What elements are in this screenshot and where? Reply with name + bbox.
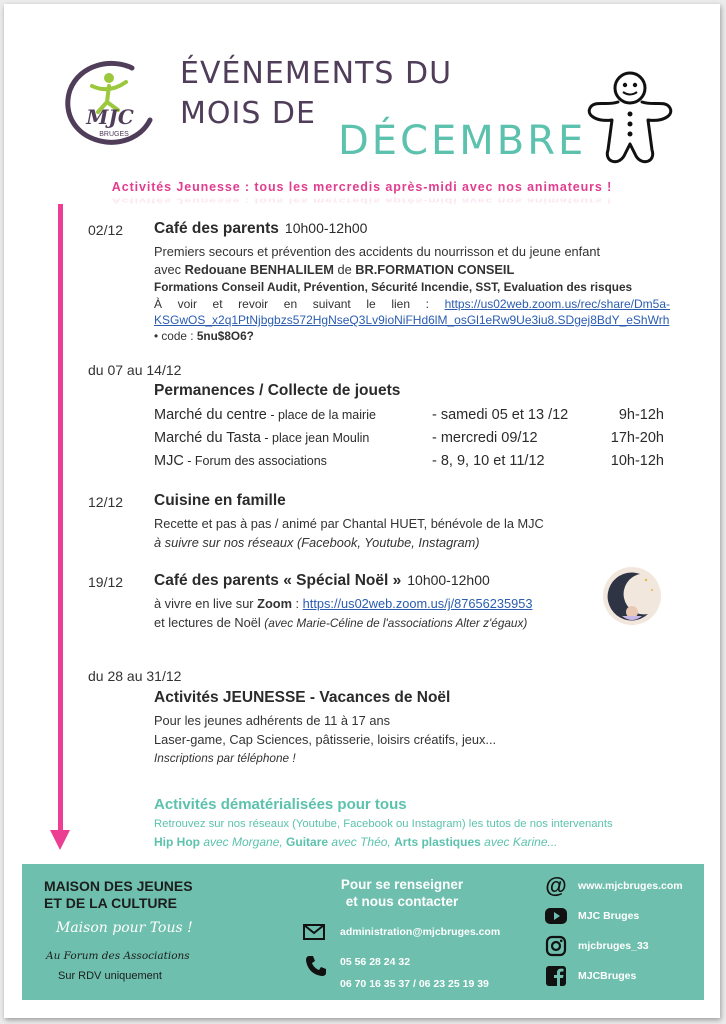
row-place: Marché du centre — [154, 407, 267, 423]
event-3-title: Cuisine en famille — [154, 492, 286, 509]
footer-forum: Au Forum des Associations — [46, 950, 190, 962]
event-1-code-label: • code : — [154, 329, 197, 343]
activity-hip-hop: Hip Hop — [154, 835, 200, 849]
footer-facebook[interactable]: MJCBruges — [578, 970, 637, 982]
event-4-line-1 — [154, 596, 532, 611]
activity-guitar: Guitare — [286, 835, 329, 849]
phone-icon — [304, 954, 328, 978]
title-month: DÉCEMBRE — [338, 118, 587, 164]
event-4-line-2 — [154, 615, 527, 630]
title-line-1: ÉVÉNEMENTS DU — [180, 56, 453, 91]
event-2-row-1-hours: 9h-12h — [618, 407, 664, 423]
flyer-page — [4, 4, 720, 1018]
footer-slogan: Maison pour Tous ! — [56, 920, 193, 936]
event-1-line-1: Premiers secours et prévention des accidents du nourrisson et du jeune enfant — [154, 244, 601, 259]
mail-icon — [302, 920, 326, 944]
footer-appointment: Sur RDV uniquement — [58, 970, 162, 982]
event-1-organization: BR.FORMATION CONSEIL — [355, 262, 515, 277]
youth-banner: Activités Jeunesse : tous les mercredis après-midi avec nos animateurs ! — [111, 180, 613, 194]
event-4-live-label: à vivre en live sur — [154, 596, 258, 611]
event-4-zoom: Zoom — [257, 596, 292, 611]
event-1-replay-label: À voir et revoir en suivant le lien : — [154, 297, 445, 311]
event-3-date: 12/12 — [88, 494, 124, 510]
youtube-icon — [544, 904, 568, 928]
footer-youtube[interactable]: MJC Bruges — [578, 910, 640, 922]
mjc-logo — [62, 56, 158, 146]
logo-text: MJC — [86, 105, 134, 129]
event-5-line-1: Pour les jeunes adhérents de 11 à 17 ans — [154, 713, 390, 728]
timeline-arrow-head — [50, 830, 70, 850]
event-1-time: 10h00-12h00 — [284, 220, 368, 236]
footer-phone-1[interactable]: 05 56 28 24 32 — [340, 956, 411, 968]
event-1-date: 02/12 — [88, 222, 124, 238]
event-1-replay — [154, 296, 670, 328]
gingerbread-icon — [584, 66, 676, 174]
footer-contact-heading — [322, 876, 482, 910]
moon-illustration — [602, 566, 662, 626]
org-name-line-2: ET DE LA CULTURE — [44, 895, 177, 911]
event-2-row-2-hours: 17h-20h — [610, 430, 664, 446]
row-detail: - place de la mairie — [266, 408, 376, 422]
footer-email[interactable]: administration@mjcbruges.com — [340, 926, 501, 938]
youth-banner-reflection: Activités Jeunesse : tous les mercredis après-midi avec nos animateurs ! — [111, 196, 613, 206]
online-activities-title: Activités dématérialisées pour tous — [154, 796, 407, 813]
row-place: MJC — [154, 453, 184, 469]
footer-instagram[interactable]: mjcbruges_33 — [578, 940, 649, 952]
footer — [22, 864, 704, 1000]
activity-hip-hop-with: avec Morgane, — [200, 835, 287, 849]
event-5-title: Activités JEUNESSE - Vacances de Noël — [154, 689, 451, 706]
event-2-date: du 07 au 14/12 — [88, 362, 182, 378]
event-5-line-3: Inscriptions par téléphone ! — [154, 751, 296, 765]
contact-heading-line-1: Pour se renseigner — [340, 877, 464, 892]
footer-phone-2[interactable]: 06 70 16 35 37 / 06 23 25 19 39 — [340, 978, 489, 990]
online-activities-line-1: Retrouvez sur nos réseaux (Youtube, Facebook ou Instagram) les tutos de nos intervenants — [154, 818, 613, 830]
event-1-code — [154, 329, 254, 343]
event-1-title-text: Café des parents — [154, 220, 279, 237]
timeline-arrow-line — [58, 204, 63, 832]
activity-arts-with: avec Karine... — [480, 835, 558, 849]
row-detail: - place jean Moulin — [260, 431, 370, 445]
event-4-title — [154, 572, 490, 590]
event-5-date: du 28 au 31/12 — [88, 668, 182, 684]
event-2-row-1-days: - samedi 05 et 13 /12 — [432, 407, 569, 423]
event-1-line-3: Formations Conseil Audit, Prévention, Sécurité Incendie, SST, Evaluation des risques — [154, 280, 633, 294]
instagram-icon — [544, 934, 568, 958]
event-2-row-1-place — [154, 407, 376, 423]
event-1-title — [154, 220, 367, 238]
contact-heading-line-2: et nous contacter — [345, 894, 459, 909]
event-3-line-2: à suivre sur nos réseaux (Facebook, Youtube, Instagram) — [154, 535, 480, 550]
event-1-link-part-2: KSGwOS_x2q1PtNjbgbzs572HgNseQ3Lv9ioNiFHd6lM_osGl1eRw9Ue3iu8.SDgej8BdY_eShWrh — [154, 313, 670, 327]
event-2-row-3-hours: 10h-12h — [610, 453, 664, 469]
row-detail: - Forum des associations — [183, 454, 327, 468]
event-2-row-2-place — [154, 430, 369, 446]
event-1-line-2 — [154, 262, 514, 277]
event-4-readings-note: (avec Marie-Céline de l'associations Alter z'égaux) — [264, 616, 528, 630]
event-4-zoom-link[interactable]: https://us02web.zoom.us/j/87656235953 — [302, 596, 533, 611]
event-1-of: de — [333, 262, 356, 277]
at-icon: @ — [545, 873, 567, 898]
event-4-colon: : — [291, 596, 303, 611]
online-activities-line-2 — [154, 835, 558, 849]
event-1-code-value: 5nu$8O6? — [196, 329, 254, 343]
event-2-row-3-place — [154, 453, 327, 469]
title-line-2: MOIS DE — [180, 96, 316, 131]
logo-subtext: BRUGES — [99, 131, 129, 138]
event-3-line-1: Recette et pas à pas / animé par Chantal HUET, bénévole de la MJC — [154, 516, 544, 531]
event-4-title-text: Café des parents « Spécial Noël » — [154, 572, 402, 589]
event-2-row-2-days: - mercredi 09/12 — [432, 430, 538, 446]
event-4-date: 19/12 — [88, 574, 124, 590]
event-1-link-part-1: https://us02web.zoom.us/rec/share/Dm5a- — [444, 297, 670, 311]
event-2-title: Permanences / Collecte de jouets — [154, 382, 401, 399]
footer-org-name — [44, 878, 193, 912]
event-2-row-3-days: - 8, 9, 10 et 11/12 — [432, 453, 545, 469]
facebook-icon — [544, 964, 568, 988]
activity-guitar-with: avec Théo, — [328, 835, 395, 849]
event-4-readings: et lectures de Noël — [154, 615, 265, 630]
event-5-line-2: Laser-game, Cap Sciences, pâtisserie, loisirs créatifs, jeux... — [154, 732, 497, 747]
event-1-speaker: Redouane BENHALILEM — [184, 262, 334, 277]
footer-website[interactable]: www.mjcbruges.com — [578, 880, 683, 892]
event-1-with: avec — [154, 262, 185, 277]
activity-arts: Arts plastiques — [394, 835, 481, 849]
event-4-time: 10h00-12h00 — [407, 572, 490, 588]
org-name-line-1: MAISON DES JEUNES — [44, 878, 193, 894]
row-place: Marché du Tasta — [154, 430, 261, 446]
